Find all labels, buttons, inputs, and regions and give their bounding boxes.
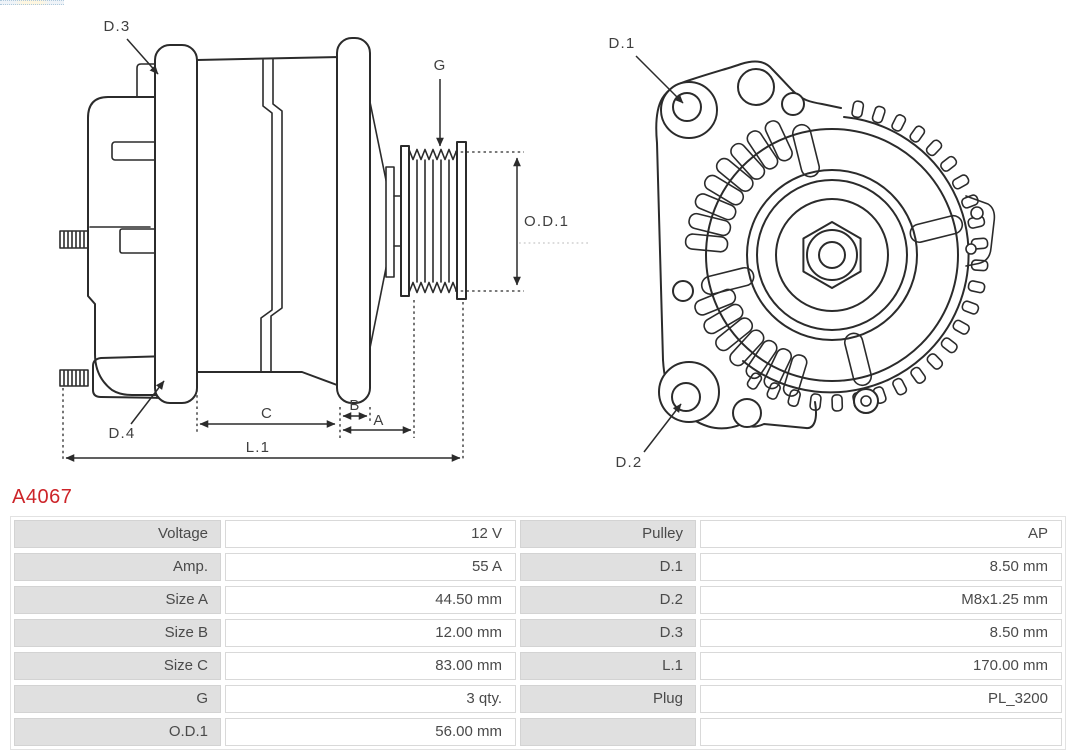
- spec-value: [700, 718, 1062, 746]
- spec-value: 8.50 mm: [700, 619, 1062, 647]
- spec-value: M8x1.25 mm: [700, 586, 1062, 614]
- side-label-d3: D.3: [103, 18, 131, 35]
- pulley-flange-right: [457, 142, 466, 299]
- side-label-od1: O.D.1: [524, 213, 570, 230]
- spec-label: Size B: [14, 619, 221, 647]
- spec-label: Plug: [520, 685, 696, 713]
- shaft-flange: [386, 167, 394, 277]
- spec-label: O.D.1: [14, 718, 221, 746]
- spec-value: AP: [700, 520, 1062, 548]
- d2-leader: [644, 404, 681, 452]
- d1-leader: [636, 56, 683, 103]
- bottom-open-hole: [733, 399, 761, 427]
- stud-thread-hatch: [64, 232, 84, 385]
- spec-value: 55 A: [225, 553, 516, 581]
- alternator-front-view: [609, 35, 995, 471]
- front-label-d2: D.2: [615, 454, 643, 471]
- spec-table: [10, 516, 1066, 750]
- spec-value: PL_3200: [700, 685, 1062, 713]
- spec-label: D.2: [520, 586, 696, 614]
- shaft-nut-hex: [803, 222, 860, 288]
- spec-label: Voltage: [14, 520, 221, 548]
- d4-leader: [131, 381, 164, 424]
- spec-label: Size C: [14, 652, 221, 680]
- stator-body: [197, 57, 340, 386]
- side-label-c: C: [260, 405, 274, 422]
- spec-value: 3 qty.: [225, 685, 516, 713]
- small-lug: [854, 389, 878, 413]
- pulley-grooves: [409, 150, 457, 293]
- part-number: A4067: [12, 486, 73, 508]
- spec-value: 12.00 mm: [225, 619, 516, 647]
- side-label-b: B: [349, 397, 361, 414]
- spec-value: 170.00 mm: [700, 652, 1062, 680]
- spec-label: [520, 718, 696, 746]
- side-label-d4: D.4: [108, 425, 136, 442]
- spec-value: 83.00 mm: [225, 652, 516, 680]
- front-label-d1: D.1: [608, 35, 636, 52]
- rear-mounting-ear: [155, 45, 197, 403]
- spec-label: D.1: [520, 553, 696, 581]
- side-label-g: G: [433, 57, 447, 74]
- bottom-lug: [659, 362, 719, 422]
- spec-value: 56.00 mm: [225, 718, 516, 746]
- front-mounting-ear: [337, 38, 370, 403]
- spec-label: Size A: [14, 586, 221, 614]
- spec-label: D.3: [520, 619, 696, 647]
- spec-label: L.1: [520, 652, 696, 680]
- side-label-l1: L.1: [245, 439, 271, 456]
- mid-left-hole: [673, 281, 693, 301]
- side-label-a: A: [373, 412, 385, 429]
- alternator-side-view: [60, 18, 588, 460]
- rim-teeth: [746, 101, 988, 412]
- right-bump-hole-1: [971, 207, 983, 219]
- spec-value: 12 V: [225, 520, 516, 548]
- shaft-lines: [394, 196, 401, 246]
- spec-value: 8.50 mm: [700, 553, 1062, 581]
- top-small-hole: [782, 93, 804, 115]
- spec-value: 44.50 mm: [225, 586, 516, 614]
- spec-label: G: [14, 685, 221, 713]
- top-open-hole: [738, 69, 774, 105]
- right-bump-hole-2: [966, 244, 976, 254]
- spec-label: Amp.: [14, 553, 221, 581]
- d3-leader: [127, 39, 158, 74]
- pulley-flange-left: [401, 146, 409, 296]
- d3-tab: [137, 64, 155, 96]
- spec-label: Pulley: [520, 520, 696, 548]
